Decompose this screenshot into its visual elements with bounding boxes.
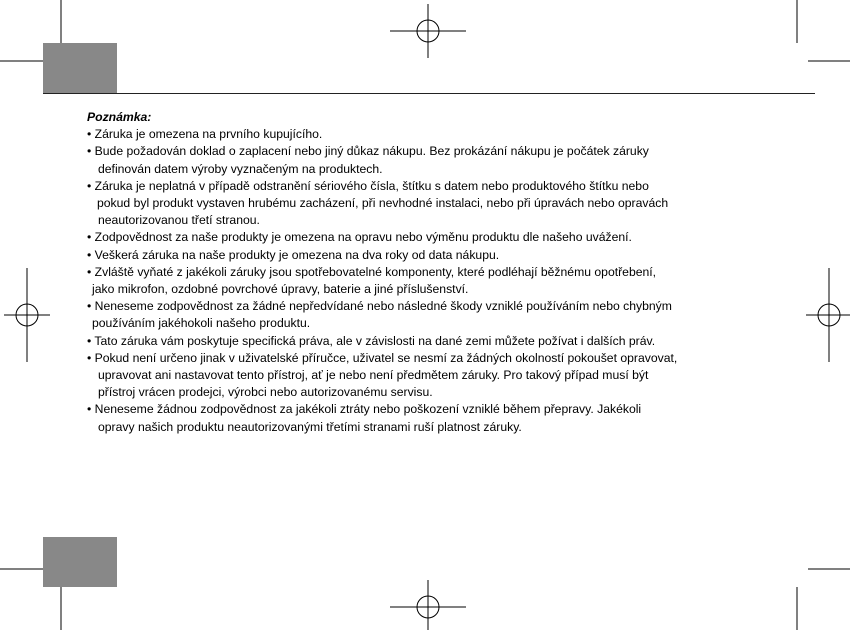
list-item xyxy=(87,264,807,298)
list-item xyxy=(87,333,807,350)
list-item-line: • Bude požadován doklad o zaplacení nebo jiný důkaz nákupu. Bez prokázání nákupu je počátek záruky xyxy=(87,144,649,159)
list-item xyxy=(87,143,807,177)
note-title: Poznámka: xyxy=(87,110,152,124)
list-item-line: • Neneseme zodpovědnost za žádné nepředvídané nebo následné škody vzniklé používáním nebo chybným xyxy=(87,299,672,314)
list-item-line: používáním jakéhokoli našeho produktu. xyxy=(92,316,311,331)
list-item-line: • Zvláště vyňaté z jakékoli záruky jsou spotřebovatelné komponenty, které podléhají běžnému opotřebení, xyxy=(87,264,657,279)
list-item-line: upravovat ani nastavovat tento přístroj, ať je nebo není předmětem záruky. Pro takový případ musí být xyxy=(98,368,649,383)
warranty-note xyxy=(87,109,807,436)
list-item-line: • Zodpovědnost za naše produkty je omezena na opravu nebo výměnu produktu dle našeho uvážení. xyxy=(87,230,632,245)
note-list xyxy=(87,126,807,436)
list-item xyxy=(87,247,807,264)
list-item-line: • Záruka je neplatná v případě odstranění sériového čísla, štítku s datem nebo produktového štítku nebo xyxy=(87,178,649,193)
list-item xyxy=(87,350,807,402)
list-item-line: opravy našich produktu neautorizovanými třetími stranami ruší platnost záruky. xyxy=(98,419,522,434)
list-item xyxy=(87,298,807,332)
list-item-line: • Pokud není určeno jinak v uživatelské příručce, uživatel se nesmí za žádných okolností pokoušet opravovat, xyxy=(87,350,678,365)
list-item-line: jako mikrofon, ozdobné povrchové úpravy, baterie a jiné příslušenství. xyxy=(92,282,469,297)
list-item-line: • Tato záruka vám poskytuje specifická práva, ale v závislosti na dané zemi můžete požívat i dalších práv. xyxy=(87,333,656,348)
list-item-line: • Veškerá záruka na naše produkty je omezena na dva roky od data nákupu. xyxy=(87,247,500,262)
list-item xyxy=(87,178,807,230)
list-item-line: • Neneseme žádnou zodpovědnost za jakékoli ztráty nebo poškození vzniklé během přepravy. Jakékoli xyxy=(87,402,642,417)
list-item-line: definován datem výroby vyznačeným na produktech. xyxy=(98,161,383,176)
list-item xyxy=(87,229,807,246)
list-item-line: • Záruka je omezena na prvního kupujícího. xyxy=(87,127,323,142)
list-item-line: neautorizovanou třetí stranou. xyxy=(98,213,260,228)
list-item-line: přístroj vrácen prodejci, výrobci nebo autorizovanému servisu. xyxy=(98,385,433,400)
list-item xyxy=(87,126,807,143)
list-item-line: pokud byl produkt vystaven hrubému zacházení, při nevhodné instalaci, nebo při úpravách nebo opravách xyxy=(97,196,669,211)
list-item xyxy=(87,401,807,435)
